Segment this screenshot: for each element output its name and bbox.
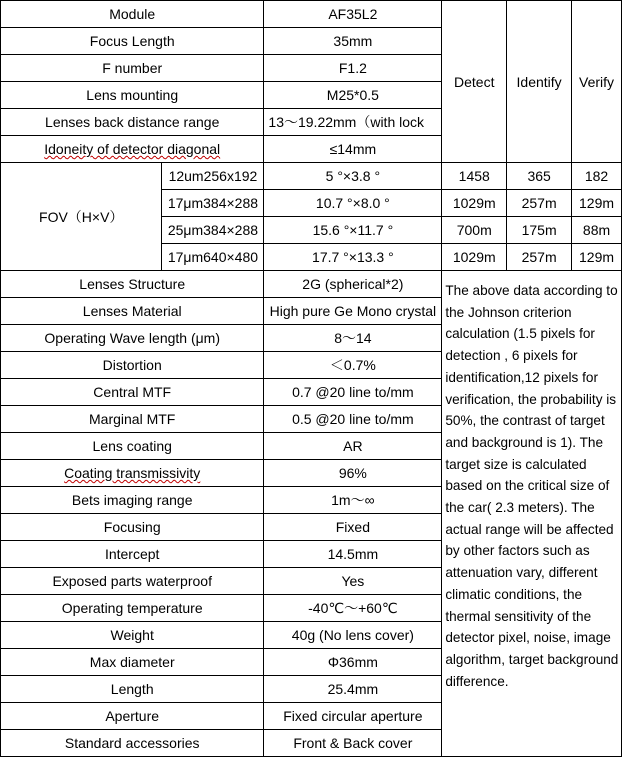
fov-detect: 1029m bbox=[442, 190, 507, 217]
spec-label bbox=[1, 460, 264, 487]
spec-value: AR bbox=[264, 433, 442, 460]
spec-value: 96% bbox=[264, 460, 442, 487]
spec-value: Fixed circular aperture bbox=[264, 703, 442, 730]
fov-identify: 257m bbox=[507, 244, 572, 271]
fov-identify: 365 bbox=[507, 163, 572, 190]
fov-identify: 175m bbox=[507, 217, 572, 244]
spec-label: Bets imaging range bbox=[1, 487, 264, 514]
spec-value: -40℃～+60℃ bbox=[264, 595, 442, 622]
spec-value: 0.7 @20 line to/mm bbox=[264, 379, 442, 406]
spec-label: Lenses Structure bbox=[1, 271, 264, 298]
fov-detector: 17μm640×480 bbox=[162, 244, 264, 271]
identify-header: Identify bbox=[507, 1, 572, 163]
spec-label: Focusing bbox=[1, 514, 264, 541]
spec-value: 35mm bbox=[264, 28, 442, 55]
fov-verify: 129m bbox=[572, 190, 622, 217]
spec-value: 40g (No lens cover) bbox=[264, 622, 442, 649]
johnson-criterion-note: The above data according to the Johnson criterion calculation (1.5 pixels for detection , 6 pixels for identification,12 pixels for verification, the probability is 50%, the contrast of target and background is 1). The target size is calculated based on the critical size of the car( 2.3 meters). The actual range will be affected by other factors such as attenuation vary, different climatic conditions, the thermal sensitivity of the detector pixel, noise, image algorithm, target background difference. bbox=[442, 271, 622, 757]
fov-angle: 17.7 °×13.3 ° bbox=[264, 244, 442, 271]
spec-value: Φ36mm bbox=[264, 649, 442, 676]
fov-angle: 10.7 °×8.0 ° bbox=[264, 190, 442, 217]
spec-label: Weight bbox=[1, 622, 264, 649]
spec-value: 2G (spherical*2) bbox=[264, 271, 442, 298]
spec-label: Lenses Material bbox=[1, 298, 264, 325]
fov-verify: 129m bbox=[572, 244, 622, 271]
fov-verify: 88m bbox=[572, 217, 622, 244]
spec-label: Focus Length bbox=[1, 28, 264, 55]
spec-value: ＜0.7% bbox=[264, 352, 442, 379]
spec-label: Operating temperature bbox=[1, 595, 264, 622]
spec-label: Central MTF bbox=[1, 379, 264, 406]
verify-header: Verify bbox=[572, 1, 622, 163]
fov-detector: 17μm384×288 bbox=[162, 190, 264, 217]
spec-label: Marginal MTF bbox=[1, 406, 264, 433]
spec-label: Lens mounting bbox=[1, 82, 264, 109]
spec-label: Exposed parts waterproof bbox=[1, 568, 264, 595]
spec-label-text: Idoneity of detector diagonal bbox=[44, 141, 221, 157]
fov-detect: 700m bbox=[442, 217, 507, 244]
detect-header: Detect bbox=[442, 1, 507, 163]
spec-value: 1m～∞ bbox=[264, 487, 442, 514]
row-lenses-structure bbox=[1, 271, 622, 298]
spec-value: 14.5mm bbox=[264, 541, 442, 568]
spec-label: Length bbox=[1, 676, 264, 703]
fov-detect: 1458 bbox=[442, 163, 507, 190]
module-value: AF35L2 bbox=[264, 1, 442, 28]
spec-label: Lenses back distance range bbox=[1, 109, 264, 136]
fov-detector: 25μm384×288 bbox=[162, 217, 264, 244]
spec-value: 13～19.22mm（with lock bbox=[264, 109, 442, 136]
spec-label: Distortion bbox=[1, 352, 264, 379]
fov-detector: 12um256x192 bbox=[162, 163, 264, 190]
spec-label: Operating Wave length (μm) bbox=[1, 325, 264, 352]
spec-label-text: Coating transmissivity bbox=[64, 465, 201, 481]
spec-value: Front & Back cover bbox=[264, 730, 442, 757]
fov-verify: 182 bbox=[572, 163, 622, 190]
fov-detect: 1029m bbox=[442, 244, 507, 271]
spec-label bbox=[1, 136, 264, 163]
spec-value: 25.4mm bbox=[264, 676, 442, 703]
spec-value: 8～14 bbox=[264, 325, 442, 352]
fov-identify: 257m bbox=[507, 190, 572, 217]
spec-label: Standard accessories bbox=[1, 730, 264, 757]
row-module bbox=[1, 1, 622, 28]
fov-label: FOV（H×V） bbox=[1, 163, 162, 271]
spec-label: Intercept bbox=[1, 541, 264, 568]
spec-label: F number bbox=[1, 55, 264, 82]
spec-value: ≤14mm bbox=[264, 136, 442, 163]
module-label: Module bbox=[1, 1, 264, 28]
fov-row bbox=[1, 163, 622, 190]
spec-label: Aperture bbox=[1, 703, 264, 730]
spec-value: High pure Ge Mono crystal bbox=[264, 298, 442, 325]
spec-value: Yes bbox=[264, 568, 442, 595]
spec-label: Lens coating bbox=[1, 433, 264, 460]
spec-value: Fixed bbox=[264, 514, 442, 541]
spec-value: M25*0.5 bbox=[264, 82, 442, 109]
fov-angle: 5 °×3.8 ° bbox=[264, 163, 442, 190]
spec-value: F1.2 bbox=[264, 55, 442, 82]
spec-value: 0.5 @20 line to/mm bbox=[264, 406, 442, 433]
spec-label: Max diameter bbox=[1, 649, 264, 676]
fov-angle: 15.6 °×11.7 ° bbox=[264, 217, 442, 244]
